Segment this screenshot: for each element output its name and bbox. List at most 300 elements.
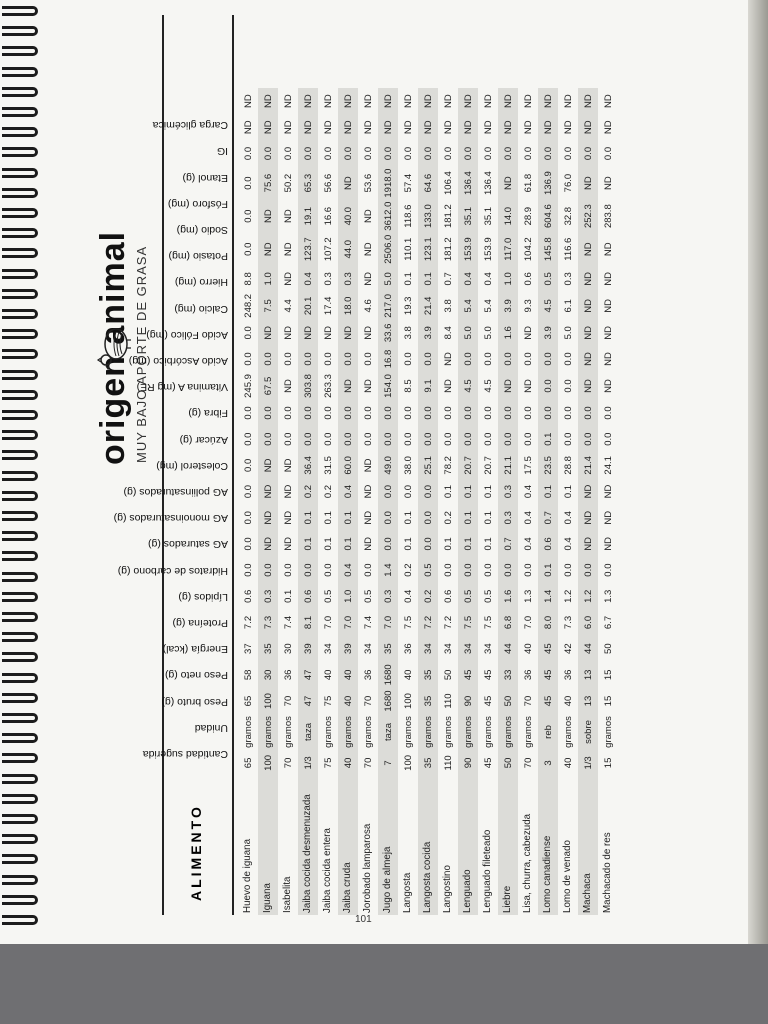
spiral-ring — [2, 289, 38, 299]
table-cell: 110 — [442, 693, 454, 709]
spiral-ring — [2, 248, 38, 258]
table-cell: 0.0 — [242, 432, 254, 446]
column-header-label: AG poliinsaturados (g) — [123, 486, 228, 498]
table-cell: 0.0 — [242, 209, 254, 223]
spiral-ring — [2, 895, 38, 905]
table-cell: 5.0 — [378, 266, 398, 292]
table-cell: 8.0 — [538, 609, 558, 635]
spiral-ring — [2, 652, 38, 662]
table-cell: 1.4 — [378, 557, 398, 583]
table-cell: 0.2 — [442, 511, 454, 525]
spiral-ring — [2, 551, 38, 561]
table-cell: 3 — [538, 750, 558, 776]
table-cell: ND — [498, 114, 518, 140]
table-cell: 0.3 — [258, 583, 278, 609]
table-cell: 35 — [418, 750, 438, 776]
table-cell: 0.2 — [402, 563, 414, 577]
table-cell: ND — [522, 120, 534, 135]
column-header — [146, 328, 230, 351]
table-row — [578, 88, 598, 915]
page-title: origen animal — [94, 230, 132, 465]
spiral-ring — [2, 208, 38, 218]
table-cell: 70 — [362, 757, 374, 769]
table-cell: 0.0 — [378, 531, 398, 557]
table-cell: ND — [362, 209, 374, 224]
table-cell: 0.0 — [418, 505, 438, 531]
table-cell: 7.5 — [258, 292, 278, 320]
food-name: Langostino — [442, 865, 453, 913]
table-cell: ND — [578, 292, 598, 320]
table-cell: 0.0 — [402, 484, 414, 499]
table-cell: 1.6 — [498, 320, 518, 346]
spiral-ring — [2, 188, 38, 198]
table-cell: ND — [282, 271, 294, 286]
spiral-ring — [2, 168, 38, 178]
table-cell: gramos — [442, 716, 454, 748]
column-header — [113, 512, 230, 534]
table-cell: 100 — [258, 750, 278, 776]
table-cell: 0.3 — [322, 272, 334, 286]
table-cell: 0.1 — [322, 537, 334, 551]
table-cell: 145.8 — [538, 233, 558, 266]
table-cell: 0.0 — [282, 406, 294, 420]
spiral-ring — [2, 774, 38, 784]
table-cell: ND — [282, 209, 294, 224]
table-cell: 0.1 — [562, 484, 574, 499]
table-cell: 9.1 — [418, 372, 438, 400]
table-cell: 0.0 — [418, 426, 438, 452]
table-cell: ND — [282, 120, 294, 135]
table-cell: 6.8 — [498, 609, 518, 635]
table-cell: 18.0 — [338, 292, 358, 320]
spiral-ring — [2, 693, 38, 703]
column-header-label: Vitamina A (mg RE) — [136, 381, 228, 394]
table-cell: ND — [258, 531, 278, 557]
table-cell: 0.0 — [338, 140, 358, 166]
table-cell: ND — [322, 325, 334, 340]
table-cell: 0.0 — [242, 484, 254, 499]
table-cell: 40 — [562, 757, 574, 769]
table-cell: 100 — [402, 693, 414, 709]
table-cell: 0.0 — [362, 352, 374, 366]
table-cell: 40 — [522, 643, 534, 654]
table-cell: 20.7 — [482, 456, 494, 475]
table-row — [338, 88, 358, 915]
table-cell: ND — [602, 510, 614, 525]
food-name: Machacado de res — [602, 832, 613, 913]
table-cell: 90 — [458, 688, 478, 714]
table-cell: 70 — [522, 695, 534, 707]
table-cell: 19.3 — [402, 296, 414, 316]
table-cell: ND — [258, 88, 278, 114]
column-header — [170, 591, 230, 613]
table-cell: 35.1 — [482, 206, 494, 226]
table-cell: ND — [522, 379, 534, 393]
food-name: Jaiba cocida desmenuzada — [298, 776, 318, 915]
table-cell: 3.9 — [538, 320, 558, 346]
table-cell: 64.6 — [418, 167, 438, 200]
spiral-ring — [2, 390, 38, 400]
table-cell: 44.0 — [338, 233, 358, 266]
food-name: Langosta — [402, 872, 413, 913]
table-cell: 0.0 — [258, 400, 278, 426]
table-cell: 1918.0 — [378, 167, 398, 200]
table-cell: ND — [402, 94, 414, 108]
table-cell: 1680 — [378, 688, 398, 714]
table-cell: ND — [562, 120, 574, 135]
table-cell: 118.6 — [402, 204, 414, 228]
table-cell: 40.0 — [338, 200, 358, 233]
table-cell: ND — [322, 120, 334, 135]
table-cell: 0.1 — [482, 511, 494, 525]
table-cell: ND — [578, 320, 598, 346]
table-cell: 4.5 — [482, 379, 494, 393]
table-cell: 154.0 — [378, 372, 398, 400]
table-cell: 0.0 — [338, 346, 358, 372]
table-cell: 0.0 — [418, 400, 438, 426]
table-cell: ND — [258, 505, 278, 531]
table-cell: 123.1 — [418, 233, 438, 266]
column-header — [170, 250, 230, 272]
spiral-ring — [2, 511, 38, 521]
table-cell: 56.6 — [322, 173, 334, 193]
table-cell: 0.0 — [282, 352, 294, 366]
table-cell: 107.2 — [322, 237, 334, 262]
table-cell: 1/3 — [298, 750, 318, 776]
table-cell: ND — [282, 537, 294, 551]
table-cell: 0.1 — [298, 505, 318, 531]
table-cell: ND — [282, 242, 294, 257]
table-cell: 47 — [298, 688, 318, 714]
table-cell: 36 — [362, 669, 374, 681]
table-cell: 1.0 — [338, 583, 358, 609]
table-cell: ND — [498, 88, 518, 114]
table-cell: 0.1 — [442, 484, 454, 499]
table-cell: 45 — [538, 688, 558, 714]
table-cell: 35 — [378, 636, 398, 662]
table-cell: 0.0 — [282, 146, 294, 161]
column-header — [152, 119, 230, 141]
spiral-ring — [2, 471, 38, 481]
food-name: Lenguado — [458, 776, 478, 915]
spiral-ring — [2, 834, 38, 844]
table-cell: 0.0 — [562, 406, 574, 420]
food-name: Machaca — [578, 776, 598, 915]
food-name: Isabelita — [282, 876, 293, 913]
table-cell: 14.0 — [498, 200, 518, 233]
column-header-label: Hidratos de carbono (g) — [117, 564, 228, 577]
spiral-ring — [2, 753, 38, 763]
table-cell: 0.2 — [298, 478, 318, 504]
column-header-label: Fósforo (mg) — [167, 197, 228, 210]
table-cell: 28.9 — [522, 206, 534, 226]
table-cell: 4.5 — [458, 372, 478, 400]
spiral-ring — [2, 632, 38, 642]
table-row — [478, 88, 498, 915]
table-cell: 0.0 — [322, 432, 334, 446]
table-cell: 33 — [498, 662, 518, 688]
table-cell: 23.5 — [538, 452, 558, 478]
table-cell: 70 — [522, 757, 534, 769]
table-cell: 0.0 — [242, 326, 254, 340]
table-cell: 1.3 — [522, 589, 534, 603]
spiral-ring — [2, 228, 38, 238]
table-cell: 0.0 — [378, 140, 398, 166]
table-cell: 57.4 — [402, 173, 414, 193]
table-cell: 0.0 — [242, 352, 254, 366]
table-cell: 181.2 — [442, 204, 454, 229]
table-cell: 7.4 — [362, 615, 374, 630]
table-cell: 0.0 — [418, 531, 438, 557]
table-cell: 45 — [482, 669, 494, 681]
table-cell: 34 — [458, 636, 478, 662]
table-cell: 0.0 — [242, 176, 254, 190]
table-cell: 0.1 — [458, 505, 478, 531]
table-cell: 1/3 — [578, 750, 598, 776]
table-cell: ND — [402, 120, 414, 135]
column-header — [123, 486, 230, 508]
table-cell: ND — [338, 88, 358, 114]
table-row — [498, 88, 518, 915]
table-cell: 0.0 — [378, 478, 398, 504]
table-cell: 100 — [258, 688, 278, 714]
food-name: Huevo de iguana — [242, 838, 253, 913]
table-cell: ND — [282, 325, 294, 340]
table-cell: ND — [538, 88, 558, 114]
column-header-label: Lípidos (g) — [178, 590, 228, 603]
table-cell: 0.4 — [402, 589, 414, 603]
table-cell: 0.0 — [298, 557, 318, 583]
table-cell: ND — [578, 346, 598, 372]
table-cell: 16.6 — [322, 206, 334, 226]
table-cell: ND — [602, 537, 614, 551]
table-cell: 0.5 — [322, 589, 334, 603]
table-cell: 70 — [282, 757, 294, 769]
table-cell: 32.8 — [562, 206, 574, 226]
table-cell: gramos — [482, 716, 494, 748]
table-cell: ND — [338, 320, 358, 346]
table-cell: ND — [578, 266, 598, 292]
table-cell: 0.0 — [602, 406, 614, 420]
table-cell: 0.1 — [282, 589, 294, 603]
table-cell: 0.1 — [538, 478, 558, 504]
table-cell: 50 — [602, 643, 614, 654]
table-cell: ND — [258, 200, 278, 233]
column-header-label: Carga glicémica — [152, 119, 228, 132]
table-cell: 0.1 — [402, 537, 414, 551]
table-cell: ND — [298, 88, 318, 114]
table-cell: 40 — [322, 669, 334, 681]
table-cell: 50 — [442, 669, 454, 681]
table-cell: 35.1 — [458, 200, 478, 233]
table-cell: 0.0 — [402, 406, 414, 420]
table-cell: 0.1 — [538, 426, 558, 452]
table-cell: 0.1 — [298, 531, 318, 557]
page-subtitle: MUY BAJO APORTE DE GRASA — [134, 245, 149, 463]
table-cell: 78.2 — [442, 456, 454, 475]
table-cell: 7.3 — [562, 615, 574, 630]
table-cell: 263.3 — [322, 374, 334, 398]
table-cell: 0.0 — [242, 511, 254, 525]
column-header — [170, 617, 230, 639]
table-cell: 0.0 — [578, 557, 598, 583]
table-cell: 21.4 — [418, 292, 438, 320]
table-cell: 49.0 — [378, 452, 398, 478]
table-cell: 0.0 — [242, 406, 254, 420]
table-cell: 7.5 — [458, 609, 478, 635]
table-cell: ND — [578, 531, 598, 557]
table-cell: 0.0 — [562, 563, 574, 577]
spiral-ring — [2, 329, 38, 339]
table-row — [318, 88, 338, 915]
table-cell: 0.0 — [498, 426, 518, 452]
table-cell: 0.1 — [402, 511, 414, 525]
table-cell: 13 — [578, 662, 598, 688]
table-cell: 0.0 — [602, 146, 614, 161]
table-cell: 0.5 — [482, 589, 494, 603]
table-cell: 0.3 — [498, 478, 518, 504]
table-row — [598, 88, 618, 915]
table-cell: 0.1 — [458, 531, 478, 557]
table-cell: 34 — [362, 643, 374, 654]
table-cell: ND — [362, 510, 374, 525]
table-row — [278, 88, 298, 915]
table-cell: 0.0 — [242, 146, 254, 161]
alimento-header: ALIMENTO — [188, 804, 204, 901]
table-cell: ND — [418, 114, 438, 140]
table-cell: 0.0 — [242, 563, 254, 577]
table-cell: 136.9 — [538, 167, 558, 200]
table-cell: 7.0 — [338, 609, 358, 635]
table-cell: 34 — [322, 643, 334, 654]
table-cell: 7.5 — [402, 615, 414, 630]
table-cell: 0.0 — [538, 372, 558, 400]
spiral-ring — [2, 410, 38, 420]
table-cell: 7.0 — [378, 609, 398, 635]
spiral-ring — [2, 430, 38, 440]
table-cell: 0.0 — [442, 432, 454, 446]
table-cell: ND — [578, 167, 598, 200]
table-cell: ND — [362, 537, 374, 551]
table-cell: 15 — [602, 757, 614, 769]
table-cell: 13 — [578, 688, 598, 714]
table-cell: 245.9 — [242, 374, 254, 398]
table-cell: ND — [578, 114, 598, 140]
table-cell: 7.3 — [258, 609, 278, 635]
table-cell: 40 — [338, 750, 358, 776]
column-header — [128, 355, 230, 377]
table-cell: 76.0 — [562, 173, 574, 193]
table-cell: 0.0 — [378, 505, 398, 531]
table-cell: 0.0 — [338, 400, 358, 426]
page-stack-edge — [748, 0, 768, 1024]
table-cell: 7.2 — [242, 615, 254, 630]
table-cell: ND — [362, 484, 374, 499]
table-row — [558, 88, 578, 915]
table-cell: 70 — [362, 695, 374, 707]
table-cell: 0.6 — [242, 589, 254, 603]
column-header-label: Azúcar (g) — [179, 433, 228, 446]
table-cell: sobre — [578, 714, 598, 750]
spiral-ring — [2, 572, 38, 582]
table-cell: 0.0 — [562, 146, 574, 161]
table-cell: 34 — [482, 643, 494, 654]
table-cell: 0.4 — [562, 511, 574, 525]
column-header-label: Calcio (mg) — [174, 302, 228, 315]
table-cell: 0.0 — [522, 406, 534, 420]
spiral-ring — [2, 794, 38, 804]
table-cell: 604.6 — [538, 200, 558, 233]
table-cell: 17.4 — [322, 296, 334, 316]
table-cell: 0.0 — [378, 400, 398, 426]
table-cell: 117.0 — [498, 233, 518, 266]
table-cell: 0.6 — [522, 272, 534, 286]
table-cell: 0.0 — [258, 140, 278, 166]
table-cell: 0.0 — [602, 432, 614, 446]
table-cell: ND — [498, 372, 518, 400]
table-cell: 0.0 — [282, 563, 294, 577]
table-cell: 0.0 — [242, 458, 254, 472]
spiral-ring — [2, 673, 38, 683]
table-row — [538, 88, 558, 915]
table-cell: 6.0 — [578, 609, 598, 635]
table-cell: 0.0 — [258, 346, 278, 372]
table-cell: 0.4 — [562, 537, 574, 551]
table-cell: 283.8 — [602, 204, 614, 229]
table-cell: 0.0 — [362, 432, 374, 446]
table-cell: 0.1 — [322, 511, 334, 525]
table-row — [398, 88, 418, 915]
table-cell: 0.0 — [362, 406, 374, 420]
table-cell: 47 — [298, 662, 318, 688]
food-name: Iguana — [258, 776, 278, 915]
table-cell: 0.5 — [538, 266, 558, 292]
table-cell: 0.0 — [378, 426, 398, 452]
table-cell: 153.9 — [458, 233, 478, 266]
column-header-label: Peso neto (g) — [164, 669, 228, 682]
table-cell: ND — [282, 510, 294, 525]
table-cell: ND — [362, 271, 374, 286]
column-header-label: AG monoinsaturados (g) — [113, 512, 228, 525]
table-cell: ND — [338, 114, 358, 140]
table-cell: 34 — [418, 636, 438, 662]
table-cell: gramos — [362, 716, 374, 748]
table-cell: ND — [442, 94, 454, 108]
column-header — [164, 669, 230, 691]
table-cell: 7.4 — [282, 615, 294, 630]
table-cell: ND — [578, 88, 598, 114]
table-cell: 0.0 — [362, 563, 374, 577]
table-cell: 7.0 — [522, 615, 534, 630]
table-cell: 1.2 — [578, 583, 598, 609]
table-cell: 0.0 — [522, 432, 534, 446]
table-cell: 104.2 — [522, 237, 534, 262]
table-cell: 0.3 — [338, 266, 358, 292]
table-cell: 252.3 — [578, 200, 598, 233]
table-cell: ND — [258, 114, 278, 140]
table-cell: 0.0 — [298, 426, 318, 452]
table-cell: 0.1 — [338, 531, 358, 557]
table-cell: reb — [538, 714, 558, 750]
table-cell: 0.0 — [522, 563, 534, 577]
table-cell: 1.2 — [562, 589, 574, 603]
table-cell: 0.0 — [298, 346, 318, 372]
table-cell: 75.6 — [258, 167, 278, 200]
table-cell: 20.7 — [458, 452, 478, 478]
table-cell: ND — [378, 88, 398, 114]
table-cell: 110 — [442, 755, 454, 771]
table-cell: ND — [442, 120, 454, 135]
